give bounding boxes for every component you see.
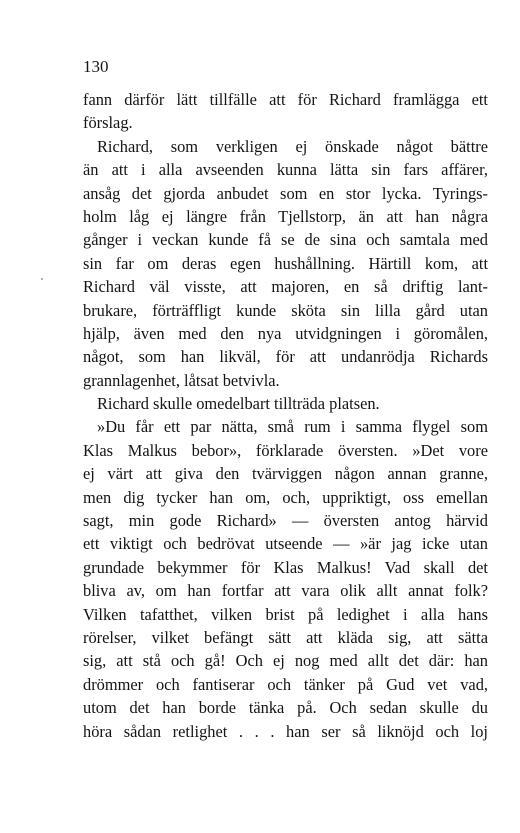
text-line: sin far om deras egen hushållning. Härtill kom, att: [83, 253, 488, 273]
text-line: Klas Malkus bebor», förklarade översten. »Det vore: [83, 440, 488, 460]
text-line: Richard skulle omedelbart tillträda platsen.: [97, 394, 380, 414]
text-line: sig, att stå och gå! Och ej nog med allt det där: han: [83, 651, 488, 671]
text-line: sagt, min gode Richard» — översten antog härvid: [83, 511, 488, 531]
text-line: ej värt att giva den tvärviggen någon annan granne,: [83, 464, 488, 484]
text-line: bliva av, om han fortfar att vara olik allt annat folk?: [83, 581, 488, 601]
text-line: grannlagenhet, låtsat betvivla.: [83, 370, 280, 390]
text-line: »Du får ett par nätta, små rum i samma flygel som: [97, 417, 488, 437]
text-line: höra sådan retlighet . . . han ser så liknöjd och loj: [83, 721, 488, 741]
text-line: fann därför lätt tillfälle att för Richard framlägga ett: [83, 90, 488, 109]
text-line: holm låg ej längre från Tjellstorp, än att han några: [83, 206, 488, 226]
text-line: utom det han borde tänka på. Och sedan skulle du: [83, 698, 488, 718]
text-line: rörelser, vilket befängt sätt att kläda sig, att sätta: [83, 627, 488, 647]
text-line: Richard väl visste, att majoren, en så driftig lant-: [83, 277, 488, 297]
text-line: ansåg det gjorda anbudet som en stor lycka. Tyrings-: [83, 183, 488, 203]
page-number: 130: [83, 57, 109, 76]
text-line: ett viktigt och bedrövat utseende — »är jag icke utan: [83, 534, 488, 554]
body-text: [83, 88, 488, 743]
text-line: drömmer och fantiserar och tänker på Gud vet vad,: [83, 674, 488, 694]
text-line: förslag.: [83, 113, 133, 133]
text-line: gånger i veckan kunde få se de sina och samtala med: [83, 230, 488, 250]
text-line: Vilken tafatthet, vilken brist på ledighet i alla hans: [83, 604, 488, 624]
text-line: något, som han likväl, för att undanrödja Richards: [83, 347, 488, 367]
text-line: än att i alla avseenden kunna lätta sin fars affärer,: [83, 160, 488, 180]
text-line: grundade bekymmer för Klas Malkus! Vad skall det: [83, 557, 488, 577]
text-line: Richard, som verkligen ej önskade något bättre: [97, 136, 488, 156]
page-speck: [41, 278, 43, 280]
text-line: hjälp, även med den nya utvidgningen i göromålen,: [83, 323, 488, 343]
text-line: brukare, förträffligt kunde sköta sin lilla gård utan: [83, 300, 488, 320]
text-line: men dig tycker han om, och, uppriktigt, oss emellan: [83, 487, 488, 507]
